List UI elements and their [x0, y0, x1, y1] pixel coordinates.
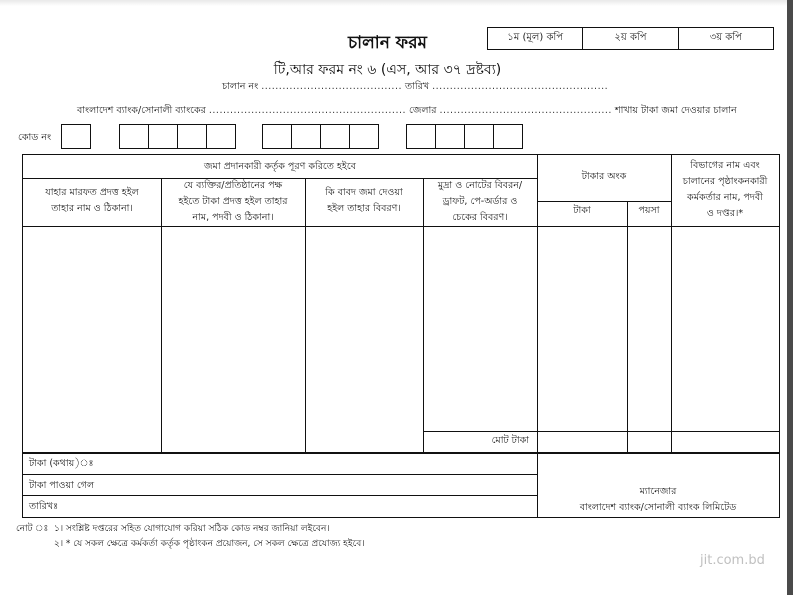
dept-header [671, 158, 779, 222]
challan-no-field[interactable]: ........................................ [261, 81, 402, 92]
divider [23, 452, 779, 454]
paisa-header: পয়সা [638, 205, 660, 216]
note-2: ২। * যে সকল ক্ষেত্রে কর্মকর্তা কর্তৃক পৃষ্ঠাংকন প্রয়োজন, সে সকল ক্ষেত্রে প্রযোজ্য হইবে। [54, 539, 365, 549]
branch-label: শাখায় টাকা জমা দেওয়ার চালান [615, 105, 737, 116]
watermark: jit.com.bd [700, 553, 765, 568]
on-behalf-field[interactable] [162, 227, 305, 452]
instrument-field[interactable] [424, 227, 537, 431]
received-label: টাকা পাওয়া গেল [29, 480, 95, 491]
header-line: যে ব্যক্তির/প্রতিষ্ঠানের পক্ষ [183, 180, 283, 191]
header-line: ও দপ্তর।* [706, 208, 744, 219]
challan-line [222, 80, 608, 95]
manager-label: ম্যানেজার [639, 486, 677, 497]
subtitle-text: টি,আর ফরম নং ৬ (এস, আর ৩৭ দ্রষ্টব্য) [273, 62, 502, 78]
header-line: মুদ্রা ও নোটের বিবরন/ [437, 180, 523, 191]
date-field[interactable]: .................................................. [432, 81, 609, 92]
copy-2: ২য় কপি [583, 28, 678, 49]
header-line: হইল তাহার বিবরণ। [327, 203, 401, 214]
copy-1: ১ম (মূল) কপি [488, 28, 583, 49]
taka-header: টাকা [573, 205, 591, 216]
code-group-2[interactable] [119, 124, 236, 149]
header-line: ড্রাফট, পে-অর্ডার ও [442, 196, 518, 207]
divider [537, 201, 671, 202]
total-taka-field[interactable] [538, 432, 627, 452]
amount-in-words-label: টাকা (কথায়)ঃ [29, 458, 94, 469]
district-label: জেলার [409, 105, 437, 116]
bank-line [77, 104, 737, 119]
amount-header: টাকার অংক [581, 171, 627, 182]
code-label: কোড নং [18, 132, 52, 143]
dept-field[interactable] [672, 227, 779, 452]
header-line: নাম, পদবী ও ঠিকানা। [192, 212, 274, 223]
form-subtitle [0, 58, 793, 82]
code-group-1[interactable] [61, 124, 91, 149]
note-1: ১। সংশ্লিষ্ট দপ্তরের সহিত যোগাযোগ করিয়া সঠিক কোড নম্বর জানিয়া লইবেন। [54, 524, 330, 534]
header-line: হইতে টাকা প্রদত্ত হইল তাহার [178, 196, 288, 207]
header-line: কি বাবদ জমা দেওয়া [325, 187, 403, 198]
header-line: চেকের বিবরণ। [452, 212, 508, 223]
name-address-field[interactable] [23, 227, 161, 452]
purpose-field[interactable] [306, 227, 423, 452]
bank-label: বাংলাদেশ ব্যাংক/সোনালী ব্যাংকের [77, 105, 206, 116]
header-line: বিভাগের নাম এবং [690, 160, 760, 171]
notes-label: নোট ঃ [16, 524, 49, 534]
code-group-3[interactable] [262, 124, 379, 149]
col-header-instrument [423, 178, 537, 226]
divider [23, 474, 537, 475]
depositor-header: জমা প্রদানকারী কর্তৃক পূরণ করিতে হইবে [204, 161, 356, 172]
code-group-4[interactable] [406, 124, 523, 149]
col-header-name [23, 185, 161, 217]
bank-field[interactable]: ........................................................ [208, 105, 406, 116]
header-line: কর্মকর্তার নাম, পদবী [687, 192, 763, 203]
page-top-shadow [0, 0, 787, 6]
header-line: যাহার মারফত প্রদত্ত হইল [45, 187, 139, 198]
challan-table [22, 154, 780, 518]
date-label: তারিখ [405, 81, 430, 92]
total-paisa-field[interactable] [628, 432, 671, 452]
total-label: মোট টাকা [491, 435, 529, 446]
bank-name: বাংলাদেশ ব্যাংক/সোনালী ব্যাংক লিমিটেড [579, 502, 737, 513]
form-title: চালান ফরম [348, 33, 427, 53]
challan-no-label: চালান নং [222, 81, 259, 92]
manager-signature [537, 484, 779, 516]
copy-selector [487, 27, 774, 50]
district-field[interactable]: ................................................. [439, 105, 612, 116]
receipt-date-label: তারিখঃ [29, 501, 59, 512]
window-edge [787, 0, 793, 595]
col-header-on-behalf [161, 178, 305, 226]
header-line: চালানের পৃষ্ঠাংকনকারী [682, 176, 768, 187]
copy-3: ৩য় কপি [709, 32, 742, 43]
paisa-field[interactable] [628, 227, 671, 431]
header-line: তাহার নাম ও ঠিকানা। [51, 203, 133, 214]
taka-field[interactable] [538, 227, 627, 431]
col-header-purpose [305, 185, 423, 217]
divider [23, 495, 537, 496]
